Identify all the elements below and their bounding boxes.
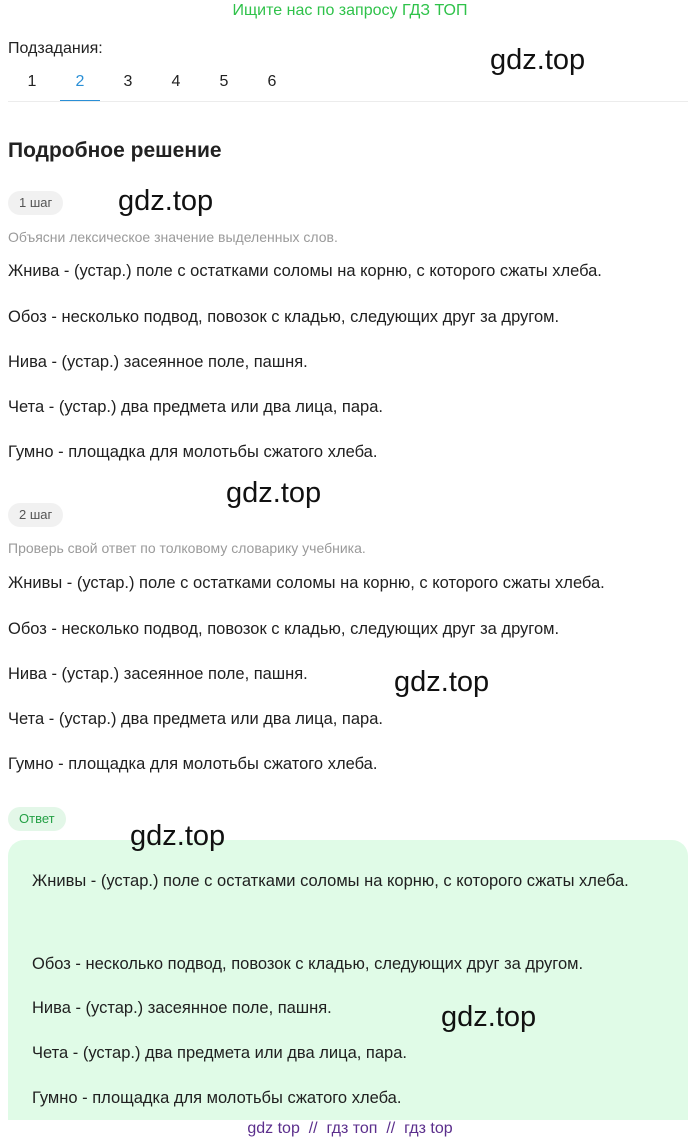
step-2-line: Жнивы - (устар.) поле с остатками соломы на корню, с которого сжаты хлеба. (8, 574, 605, 592)
footer-link[interactable]: gdz top (247, 1120, 300, 1137)
tab-3[interactable]: 3 (123, 73, 133, 90)
answer-badge: Ответ (8, 807, 66, 831)
answer-line: Чета - (устар.) два предмета или два лица, пара. (32, 1044, 407, 1062)
step-1-line: Гумно - площадка для молотьбы сжатого хлеба. (8, 443, 378, 461)
step-2-badge: 2 шаг (8, 503, 63, 527)
step-2-line: Нива - (устар.) засеянное поле, пашня. (8, 665, 308, 683)
watermark: gdz.top (118, 185, 214, 217)
footer-link[interactable]: гдз top (404, 1120, 453, 1137)
footer-separator: // (308, 1120, 318, 1137)
tab-5[interactable]: 5 (219, 73, 229, 90)
step-1-line: Чета - (устар.) два предмета или два лица, пара. (8, 398, 383, 416)
top-banner: Ищите нас по запросу ГДЗ ТОП (232, 2, 468, 19)
step-1-line: Нива - (устар.) засеянное поле, пашня. (8, 353, 308, 371)
answer-line: Нива - (устар.) засеянное поле, пашня. (32, 999, 332, 1017)
tabs-divider (8, 101, 688, 102)
tab-6[interactable]: 6 (267, 73, 277, 90)
step-1-line: Жнива - (устар.) поле с остатками соломы на корню, с которого сжаты хлеба. (8, 262, 602, 280)
step-1-hint: Объясни лексическое значение выделенных слов. (8, 229, 338, 245)
tab-1[interactable]: 1 (27, 73, 37, 90)
footer-link[interactable]: гдз топ (326, 1120, 378, 1137)
answer-line: Гумно - площадка для молотьбы сжатого хлеба. (32, 1089, 402, 1107)
footer (0, 1120, 700, 1138)
subtasks-label: Подзадания: (8, 40, 103, 57)
step-2-line: Обоз - несколько подвод, повозок с кладью, следующих друг за другом. (8, 620, 560, 638)
step-1-line: Обоз - несколько подвод, повозок с кладью, следующих друг за другом. (8, 308, 560, 326)
tab-4[interactable]: 4 (171, 73, 181, 90)
watermark: gdz.top (394, 666, 490, 698)
answer-line: Жнивы - (устар.) поле с остатками соломы на корню, с которого сжаты хлеба. (32, 872, 629, 890)
footer-separator: // (386, 1120, 396, 1137)
subtask-tabs (8, 72, 296, 102)
step-1-badge: 1 шаг (8, 191, 63, 215)
section-title: Подробное решение (8, 139, 222, 162)
step-2-line: Гумно - площадка для молотьбы сжатого хлеба. (8, 755, 378, 773)
step-2-hint: Проверь свой ответ по толковому словарику учебника. (8, 540, 366, 556)
tab-2[interactable]: 2 (60, 72, 100, 102)
watermark: gdz.top (441, 1001, 537, 1033)
watermark: gdz.top (130, 820, 226, 852)
step-2-line: Чета - (устар.) два предмета или два лица, пара. (8, 710, 383, 728)
answer-line: Обоз - несколько подвод, повозок с кладью, следующих друг за другом. (32, 955, 584, 973)
watermark: gdz.top (226, 477, 322, 509)
answer-box (8, 840, 688, 1120)
watermark: gdz.top (490, 44, 586, 76)
